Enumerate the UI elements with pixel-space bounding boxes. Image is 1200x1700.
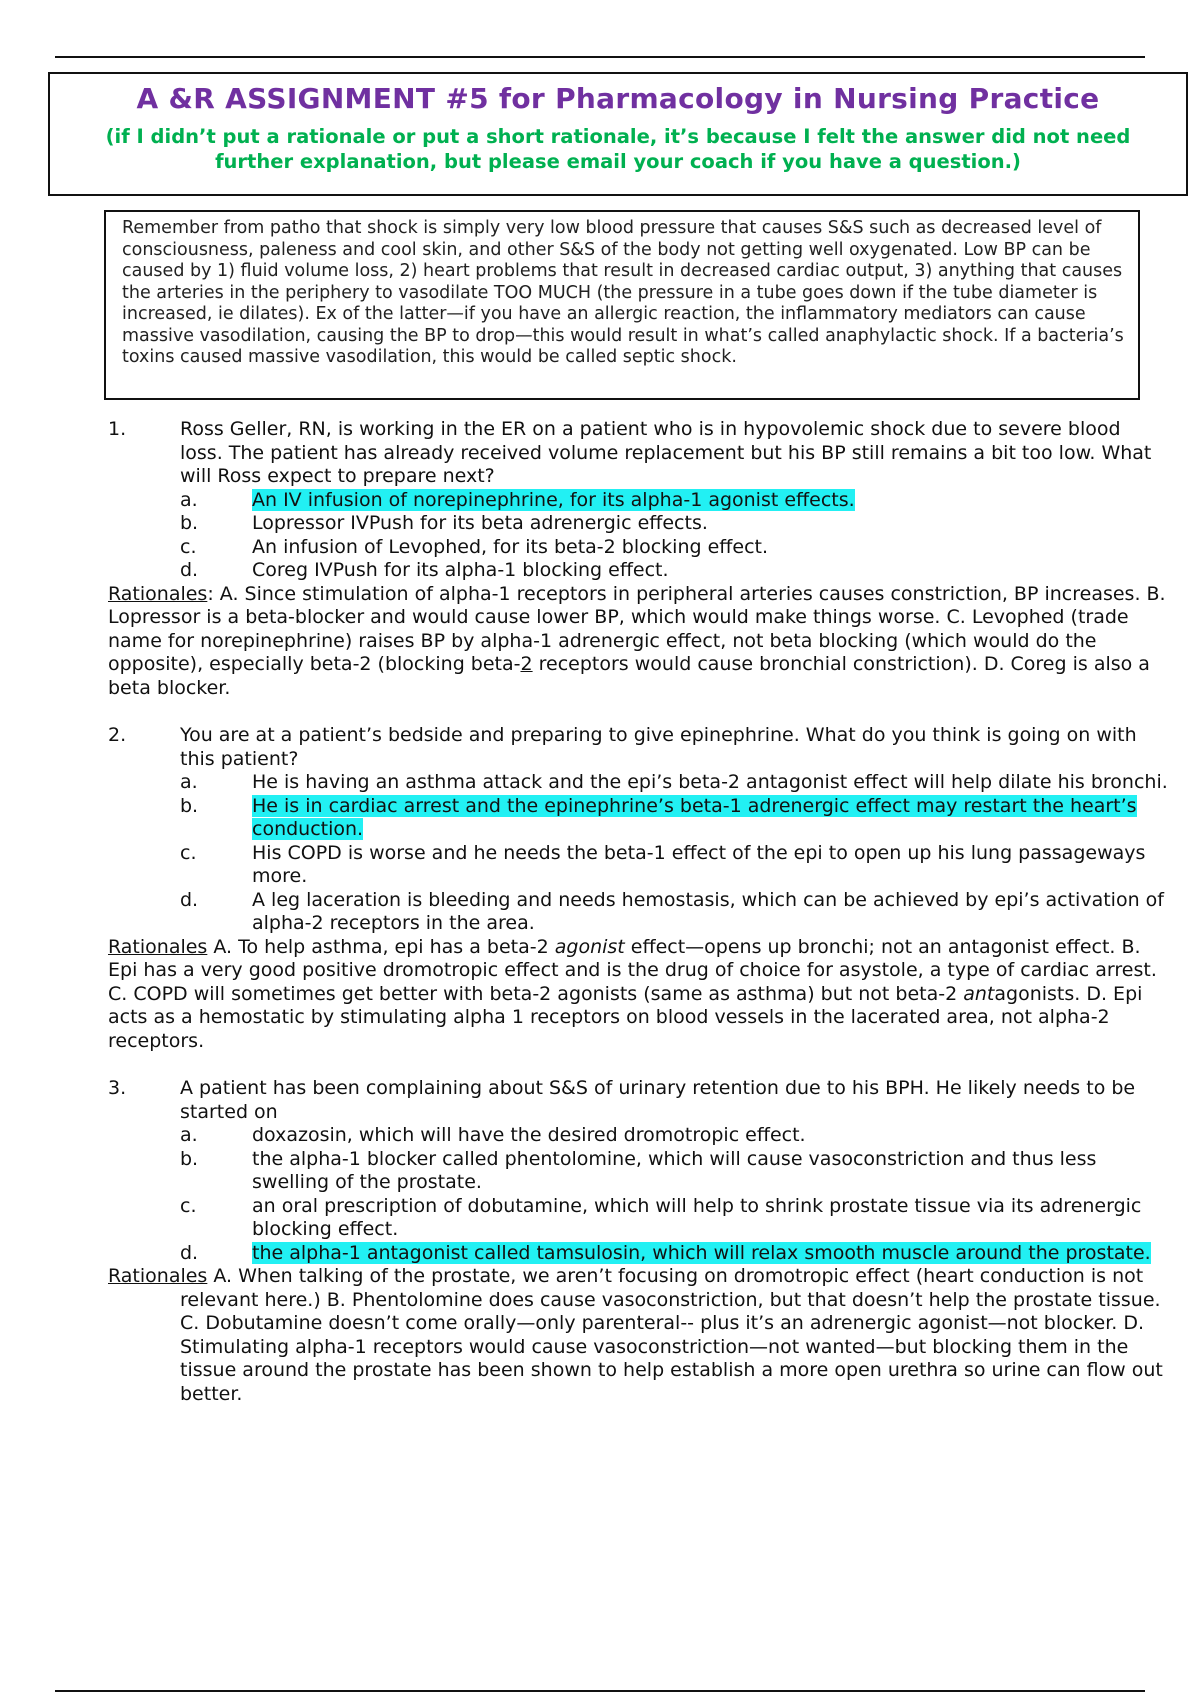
option-1b xyxy=(108,512,1168,536)
question-1 xyxy=(108,418,1168,489)
rationale-text-a: A. To help asthma, epi has a beta-2 xyxy=(207,935,555,958)
option-2a xyxy=(108,771,1168,795)
question-list xyxy=(108,418,1168,1406)
option-text-correct: An IV infusion of norepinephrine, for its alpha-1 agonist effects. xyxy=(252,488,855,511)
question-number: 1. xyxy=(108,418,127,440)
option-3a xyxy=(108,1124,1168,1148)
option-letter: b. xyxy=(180,512,199,534)
option-text: His COPD is worse and he needs the beta-1 effect of the epi to open up his lung passageways more. xyxy=(252,841,1146,887)
option-2b xyxy=(108,795,1168,842)
option-1d xyxy=(108,559,1168,583)
top-rule xyxy=(55,56,1145,58)
rationale-text: A. When talking of the prostate, we aren’t focusing on dromotropic effect (heart conduction is not relevant here.) B. Phentolomine does cause vasoconstriction, but that doesn’t help the prostate tissue. C. Dobutamine doesn’t come orally—only parenteral-- plus it’s an adrenergic agonist—not blocker. D. Stimulating alpha-1 receptors would cause vasoconstriction—not wanted—but blocking them in the tissue around the prostate has been shown to help establish a more open urethra so urine can flow out better. xyxy=(180,1265,1163,1405)
rationale-underlined: 2 xyxy=(520,653,533,675)
option-text: He is having an asthma attack and the epi’s beta-2 antagonist effect will help dilate his bronchi. xyxy=(252,771,1168,793)
rationale-text-c: agonists. D. Epi acts as a hemostatic by stimulating alpha 1 receptors on blood vessels in the lacerated area, not alpha-2 receptors. xyxy=(108,982,1143,1052)
option-letter: a. xyxy=(180,771,198,793)
question-2 xyxy=(108,724,1168,771)
question-number: 3. xyxy=(108,1077,127,1099)
option-letter: a. xyxy=(180,488,198,511)
option-text-correct: the alpha-1 antagonist called tamsulosin, which will relax smooth muscle around the prostate. xyxy=(252,1241,1151,1264)
page-title: A &R ASSIGNMENT #5 for Pharmacology in Nursing Practice xyxy=(136,82,1100,115)
rationale-text-b: effect—opens up bronchi; not an antagonist effect. B. Epi has a very good positive dromotropic effect and is the drug of choice for asystole, a type of cardiac arrest. C. COPD will sometimes get better with beta-2 agonists (same as asthma) but not beta-2 xyxy=(108,935,1157,1005)
rationale-label: Rationales xyxy=(108,1265,208,1287)
rationale-italic-b: ant xyxy=(963,982,995,1005)
page-subtitle: (if I didn’t put a rationale or put a short rationale, it’s because I felt the answer did not need further explanation, but please email your coach if you have a question.) xyxy=(105,125,1131,173)
question-stem: You are at a patient’s bedside and preparing to give epinephrine. What do you think is going on with this patient? xyxy=(180,724,1137,770)
question-3 xyxy=(108,1077,1168,1124)
option-text: A leg laceration is bleeding and needs hemostasis, which can be achieved by epi’s activation of alpha-2 receptors in the area. xyxy=(252,888,1164,934)
bottom-rule xyxy=(55,1690,1145,1692)
option-letter: c. xyxy=(180,535,197,558)
rationale-2 xyxy=(108,936,1168,1054)
option-2d xyxy=(108,889,1168,936)
option-text: Coreg IVPush for its alpha-1 blocking effect. xyxy=(252,559,669,581)
title-box xyxy=(48,72,1188,196)
option-text: the alpha-1 blocker called phentolomine, which will cause vasoconstriction and thus less swelling of the prostate. xyxy=(252,1147,1097,1193)
option-3c xyxy=(108,1195,1168,1242)
option-1c xyxy=(108,536,1168,560)
option-letter: c. xyxy=(180,841,197,864)
option-letter: a. xyxy=(180,1124,198,1146)
option-letter: c. xyxy=(180,1194,197,1217)
option-3b xyxy=(108,1148,1168,1195)
rationale-text-end: receptors would cause bronchial constriction). D. Coreg is also a beta blocker. xyxy=(108,653,1150,699)
question-stem: Ross Geller, RN, is working in the ER on a patient who is in hypovolemic shock due to severe blood loss. The patient has already received volume replacement but his BP still remains a bit too low. What will Ross expect to prepare next? xyxy=(180,418,1152,487)
intro-box xyxy=(104,210,1140,400)
option-3d xyxy=(108,1242,1168,1266)
rationale-italic-a: agonist xyxy=(554,935,625,958)
rationale-label: Rationales xyxy=(108,582,208,605)
option-letter: b. xyxy=(180,794,199,817)
intro-text: Remember from patho that shock is simply very low blood pressure that causes S&S such as decreased level of consciousness, paleness and cool skin, and other S&S of the body not getting well oxygenated. Low BP can be caused by 1) fluid volume loss, 2) heart problems that result in decreased cardiac output, 3) anything that causes the arteries in the periphery to vasodilate TOO MUCH (the pressure in a tube goes down if the tube diameter is increased, ie dilates). Ex of the latter—if you have an allergic reaction, the inflammatory mediators can cause massive vasodilation, causing the BP to drop—this would result in what’s called anaphylactic shock. If a bacteria’s toxins caused massive vasodilation, this would be called septic shock. xyxy=(122,218,1124,367)
rationale-1 xyxy=(108,583,1168,701)
option-text: doxazosin, which will have the desired dromotropic effect. xyxy=(252,1124,806,1146)
rationale-label: Rationales xyxy=(108,935,208,958)
option-text: An infusion of Levophed, for its beta-2 blocking effect. xyxy=(252,535,769,558)
rationale-3 xyxy=(108,1265,1168,1406)
option-text: Lopressor IVPush for its beta adrenergic effects. xyxy=(252,512,708,534)
option-1a xyxy=(108,489,1168,513)
option-letter: b. xyxy=(180,1147,199,1170)
option-text: an oral prescription of dobutamine, which will help to shrink prostate tissue via its adrenergic blocking effect. xyxy=(252,1194,1142,1240)
option-letter: d. xyxy=(180,888,199,911)
question-stem: A patient has been complaining about S&S of urinary retention due to his BPH. He likely needs to be started on xyxy=(180,1077,1136,1123)
option-text-correct: He is in cardiac arrest and the epinephrine’s beta-1 adrenergic effect may restart the heart’s conduction. xyxy=(252,794,1137,840)
question-number: 2. xyxy=(108,724,127,746)
option-letter: d. xyxy=(180,559,199,581)
option-2c xyxy=(108,842,1168,889)
rationale-text: : A. Since stimulation of alpha-1 receptors in peripheral arteries causes constriction, BP increases. B. Lopressor is a beta-blocker and would cause lower BP, which would make things worse. C. Levophed (trade name for norepinephrine) raises BP by alpha-1 adrenergic effect, not beta blocking (which would do the opposite), especially beta-2 (blocking beta- xyxy=(108,582,1166,675)
option-letter: d. xyxy=(180,1241,199,1264)
